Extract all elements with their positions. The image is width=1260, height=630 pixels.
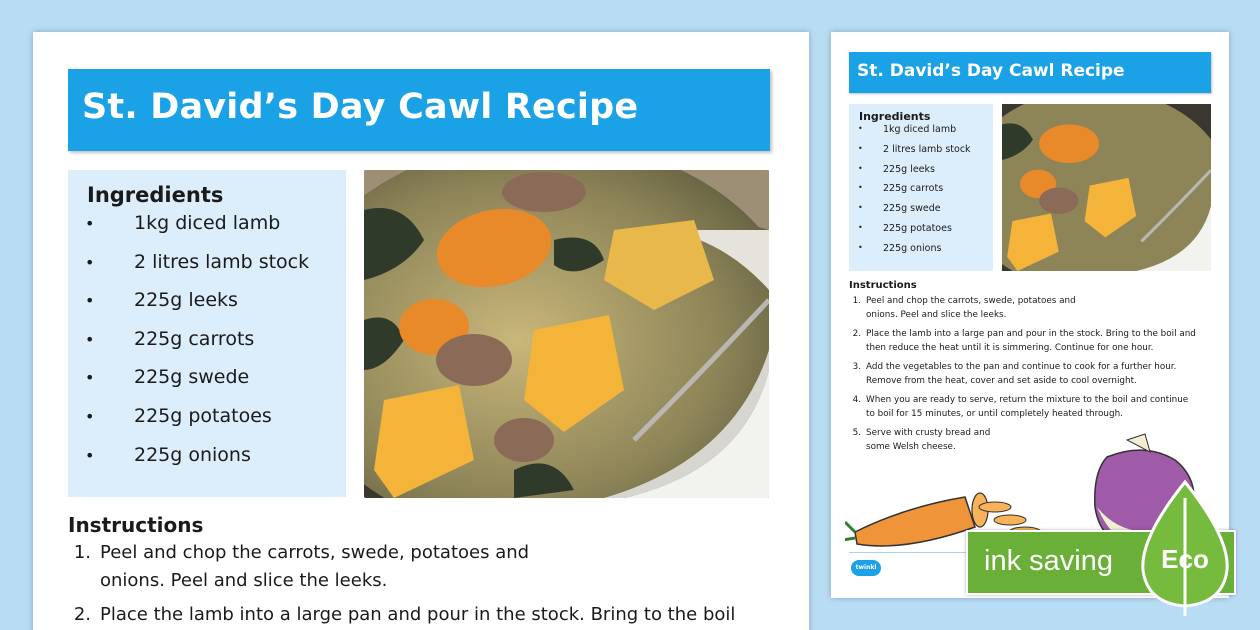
- bullet-icon: •: [85, 368, 95, 388]
- bullet-icon: •: [858, 242, 863, 252]
- page-title-small: St. David’s Day Cawl Recipe: [857, 61, 1125, 81]
- ingredient-item: • 225g swede: [858, 203, 971, 223]
- twinkl-logo: twinkl: [851, 560, 881, 576]
- bullet-icon: •: [858, 143, 863, 153]
- instruction-item: 1. Peel and chop the carrots, swede, potatoes and onions. Peel and slice the leeks.: [852, 296, 1076, 320]
- bullet-icon: •: [85, 252, 95, 272]
- bullet-icon: •: [85, 291, 95, 311]
- title-bar: [68, 69, 770, 151]
- ingredient-item: • 225g leeks: [85, 289, 238, 312]
- instruction-item: 4. When you are ready to serve, return the mixture to the boil and continue to boil for 15 minutes, or until completely heated through.: [852, 395, 1189, 419]
- ingredient-item: • 225g potatoes: [858, 223, 971, 243]
- instructions-heading-small: Instructions: [849, 280, 917, 291]
- bullet-icon: •: [85, 214, 95, 233]
- instruction-item: 5. Serve with crusty bread and some Welsh cheese.: [852, 428, 991, 452]
- instruction-item: 1. Peel and chop the carrots, swede, potatoes and onions. Peel and slice the leeks.: [73, 542, 530, 591]
- ingredient-item: • 225g leeks: [858, 164, 971, 184]
- ingredient-item: • 225g onions: [85, 443, 251, 466]
- ingredient-item: • 225g carrots: [85, 327, 255, 350]
- bullet-icon: •: [85, 329, 95, 349]
- ingredient-item: • 2 litres lamb stock: [85, 250, 310, 273]
- ingredients-list: [85, 212, 309, 482]
- instructions-list: [68, 539, 748, 630]
- ingredient-item: • 225g potatoes: [85, 404, 272, 427]
- instructions-heading: Instructions: [68, 513, 204, 537]
- ingredients-heading: Ingredients: [87, 183, 224, 207]
- ingredient-item: • 225g carrots: [858, 183, 971, 203]
- instruction-item: 2. Place the lamb into a large pan and pour in the stock. Bring to the boil: [73, 604, 736, 625]
- bullet-icon: •: [858, 222, 863, 232]
- ingredient-item: • 2 litres lamb stock: [858, 144, 971, 164]
- bullet-icon: •: [85, 445, 95, 465]
- cawl-photo: [364, 170, 769, 498]
- ingredients-heading-small: Ingredients: [859, 110, 931, 123]
- eco-label: Eco: [1161, 544, 1209, 574]
- ingredients-box: [68, 170, 346, 497]
- ingredient-item: • 1kg diced lamb: [85, 212, 281, 234]
- bullet-icon: •: [858, 163, 863, 173]
- bullet-icon: •: [858, 183, 863, 193]
- title-bar-small: [849, 52, 1211, 93]
- bullet-icon: •: [858, 203, 863, 213]
- ingredient-item: • 225g onions: [858, 243, 971, 263]
- leaf-icon: [1135, 478, 1235, 618]
- zoomed-recipe-page: [33, 32, 809, 630]
- instruction-item: 2. Place the lamb into a large pan and pour in the stock. Bring to the boil and then reduce the heat until it is simmering. Continue for one hour.: [852, 329, 1196, 353]
- instruction-item: 3. Add the vegetables to the pan and continue to cook for a further hour. Remove from the heat, cover and set aside to cool overnight.: [852, 362, 1177, 386]
- ingredients-box-small: [849, 104, 993, 271]
- ingredients-list-small: [858, 124, 971, 263]
- ink-saving-label: ink saving: [984, 545, 1113, 577]
- bullet-icon: •: [85, 406, 95, 426]
- ingredient-item: • 225g swede: [85, 366, 250, 389]
- bullet-icon: •: [858, 124, 863, 133]
- ingredient-item: • 1kg diced lamb: [858, 124, 971, 144]
- cawl-photo-small: [1002, 104, 1211, 271]
- page-title: St. David’s Day Cawl Recipe: [82, 87, 639, 127]
